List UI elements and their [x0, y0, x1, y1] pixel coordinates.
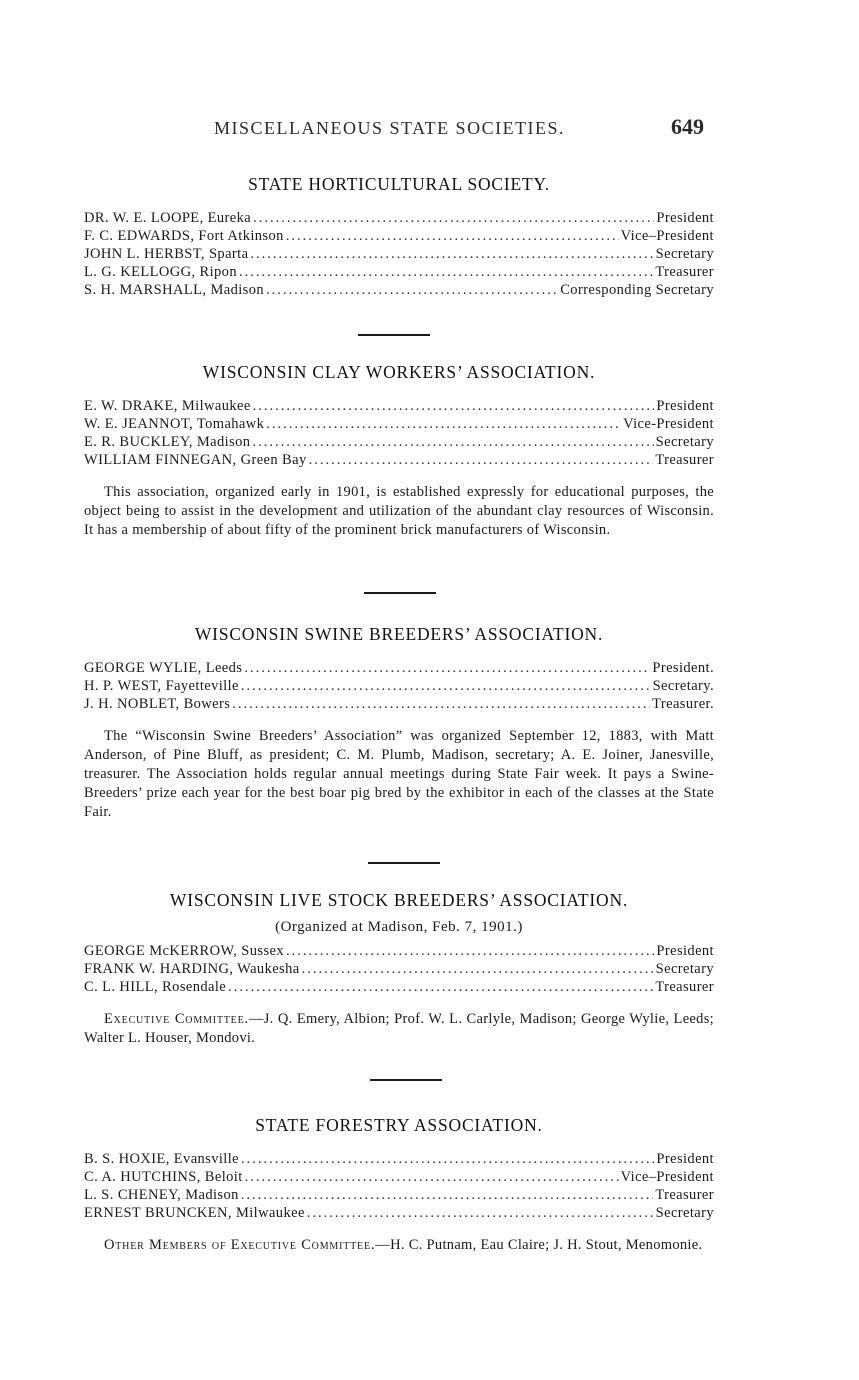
dot-leader: [286, 227, 619, 245]
officer-row: [84, 263, 714, 281]
section-divider: [364, 592, 436, 594]
dot-leader: [244, 659, 650, 677]
section-divider: [358, 334, 430, 336]
section-live-stock-breeders: [84, 890, 714, 1048]
officer-row: [84, 978, 714, 996]
officer-name: C. L. HILL, Rosendale: [84, 979, 227, 995]
officer-office: Vice-President: [623, 416, 714, 432]
officer-name: J. H. NOBLET, Bowers: [84, 696, 231, 712]
dot-leader: [266, 281, 558, 299]
section-divider: [370, 1079, 442, 1081]
dot-leader: [252, 433, 653, 451]
officer-name: W. E. JEANNOT, Tomahawk: [84, 416, 265, 432]
officer-office: President: [656, 398, 714, 414]
officer-name: WILLIAM FINNEGAN, Green Bay: [84, 452, 307, 468]
section-divider: [368, 862, 440, 864]
dot-leader: [302, 960, 654, 978]
officer-row: [84, 1204, 714, 1222]
officer-office: Secretary: [655, 246, 714, 262]
officer-name: E. W. DRAKE, Milwaukee: [84, 398, 251, 414]
dot-leader: [239, 263, 653, 281]
dot-leader: [241, 1186, 654, 1204]
section-horticultural-society: [84, 174, 714, 299]
running-head: [0, 114, 859, 144]
officer-row: [84, 1186, 714, 1204]
officer-office: Treasurer: [655, 264, 714, 280]
officer-row: [84, 281, 714, 299]
officer-row: [84, 415, 714, 433]
section-title: STATE FORESTRY ASSOCIATION.: [255, 1115, 543, 1135]
dot-leader: [241, 677, 651, 695]
officer-name: L. G. KELLOGG, Ripon: [84, 264, 237, 280]
dot-leader: [228, 978, 653, 996]
officer-row: [84, 397, 714, 415]
officer-name: L. S. CHENEY, Madison: [84, 1187, 239, 1203]
officer-office: President: [656, 943, 714, 959]
officer-office: Treasurer: [655, 1187, 714, 1203]
note-label: Other Members of Executive Committee.: [104, 1237, 376, 1253]
page-number: 649: [671, 114, 704, 139]
officer-office: Corresponding Secretary: [560, 282, 714, 298]
officer-office: President: [656, 1151, 714, 1167]
officer-row: [84, 227, 714, 245]
officer-row: [84, 451, 714, 469]
officer-name: E. R. BUCKLEY, Madison: [84, 434, 251, 450]
officer-office: Treasurer.: [652, 696, 714, 712]
dot-leader: [245, 1168, 619, 1186]
officer-name: FRANK W. HARDING, Waukesha: [84, 961, 300, 977]
officer-name: GEORGE WYLIE, Leeds: [84, 660, 243, 676]
section-paragraph: The “Wisconsin Swine Breeders’ Association” was organized September 12, 1883, with Matt Anderson, of Pine Bluff, as president; C. M. Plumb, Madison, secretary; A. E. Joiner, Janesville, treasurer. The Association holds regular annual meetings during State Fair week. It pays a Swine-Breeders’ prize each year for the best boar pig bred by the exhibitor in each of the classes at the State Fair.: [84, 728, 714, 820]
officer-row: [84, 245, 714, 263]
officer-name: B. S. HOXIE, Evansville: [84, 1151, 239, 1167]
note-text: —H. C. Putnam, Eau Claire; J. H. Stout, Menomonie.: [375, 1237, 703, 1253]
section-clay-workers: [84, 362, 714, 540]
officer-name: JOHN L. HERBST, Sparta: [84, 246, 249, 262]
officer-name: F. C. EDWARDS, Fort Atkinson: [84, 228, 284, 244]
officer-office: President.: [652, 660, 714, 676]
officer-name: ERNEST BRUNCKEN, Milwaukee: [84, 1205, 305, 1221]
officer-office: Treasurer: [655, 979, 714, 995]
officer-row: [84, 209, 714, 227]
dot-leader: [253, 397, 655, 415]
section-title: WISCONSIN SWINE BREEDERS’ ASSOCIATION.: [194, 624, 604, 644]
executive-committee-note: [84, 1010, 714, 1048]
dot-leader: [232, 695, 650, 713]
officer-row: [84, 433, 714, 451]
section-title: STATE HORTICULTURAL SOCIETY.: [248, 174, 550, 194]
officer-row: [84, 695, 714, 713]
officer-office: President: [656, 210, 714, 226]
executive-committee-note: [84, 1236, 714, 1255]
officer-office: Secretary: [655, 961, 714, 977]
officer-row: [84, 1150, 714, 1168]
dot-leader: [253, 209, 654, 227]
dot-leader: [286, 942, 654, 960]
officer-name: GEORGE McKERROW, Sussex: [84, 943, 284, 959]
dot-leader: [266, 415, 621, 433]
section-subtitle: (Organized at Madison, Feb. 7, 1901.): [275, 919, 523, 935]
officer-office: Vice–President: [620, 1169, 714, 1185]
officer-name: DR. W. E. LOOPE, Eureka: [84, 210, 252, 226]
officer-name: C. A. HUTCHINS, Beloit: [84, 1169, 243, 1185]
section-swine-breeders: [84, 624, 714, 822]
dot-leader: [307, 1204, 654, 1222]
running-title: MISCELLANEOUS STATE SOCIETIES.: [214, 118, 566, 138]
officer-row: [84, 942, 714, 960]
officer-office: Vice–President: [620, 228, 714, 244]
officer-row: [84, 659, 714, 677]
officer-row: [84, 1168, 714, 1186]
section-title: WISCONSIN CLAY WORKERS’ ASSOCIATION.: [202, 362, 596, 382]
section-forestry-association: [84, 1115, 714, 1255]
section-paragraph: This association, organized early in 1901, is established expressly for educational purposes, the object being to assist in the development and utilization of the abundant clay resources of Wisconsin. It has a membership of about fifty of the prominent brick manufacturers of Wisconsin.: [84, 484, 714, 538]
officer-office: Treasurer: [655, 452, 714, 468]
officer-row: [84, 677, 714, 695]
note-text: —J. Q. Emery, Albion; Prof. W. L. Carlyle, Madison; George Wylie, Leeds; Walter L. Houser, Mondovi.: [84, 1011, 714, 1046]
section-title: WISCONSIN LIVE STOCK BREEDERS’ ASSOCIATION.: [169, 890, 629, 910]
officer-office: Secretary.: [652, 678, 714, 694]
officer-name: S. H. MARSHALL, Madison: [84, 282, 264, 298]
dot-leader: [241, 1150, 654, 1168]
officer-office: Secretary: [655, 1205, 714, 1221]
officer-office: Secretary: [655, 434, 714, 450]
officer-row: [84, 960, 714, 978]
note-label: Executive Committee.: [104, 1011, 249, 1027]
dot-leader: [309, 451, 654, 469]
officer-name: H. P. WEST, Fayetteville: [84, 678, 239, 694]
dot-leader: [250, 245, 653, 263]
